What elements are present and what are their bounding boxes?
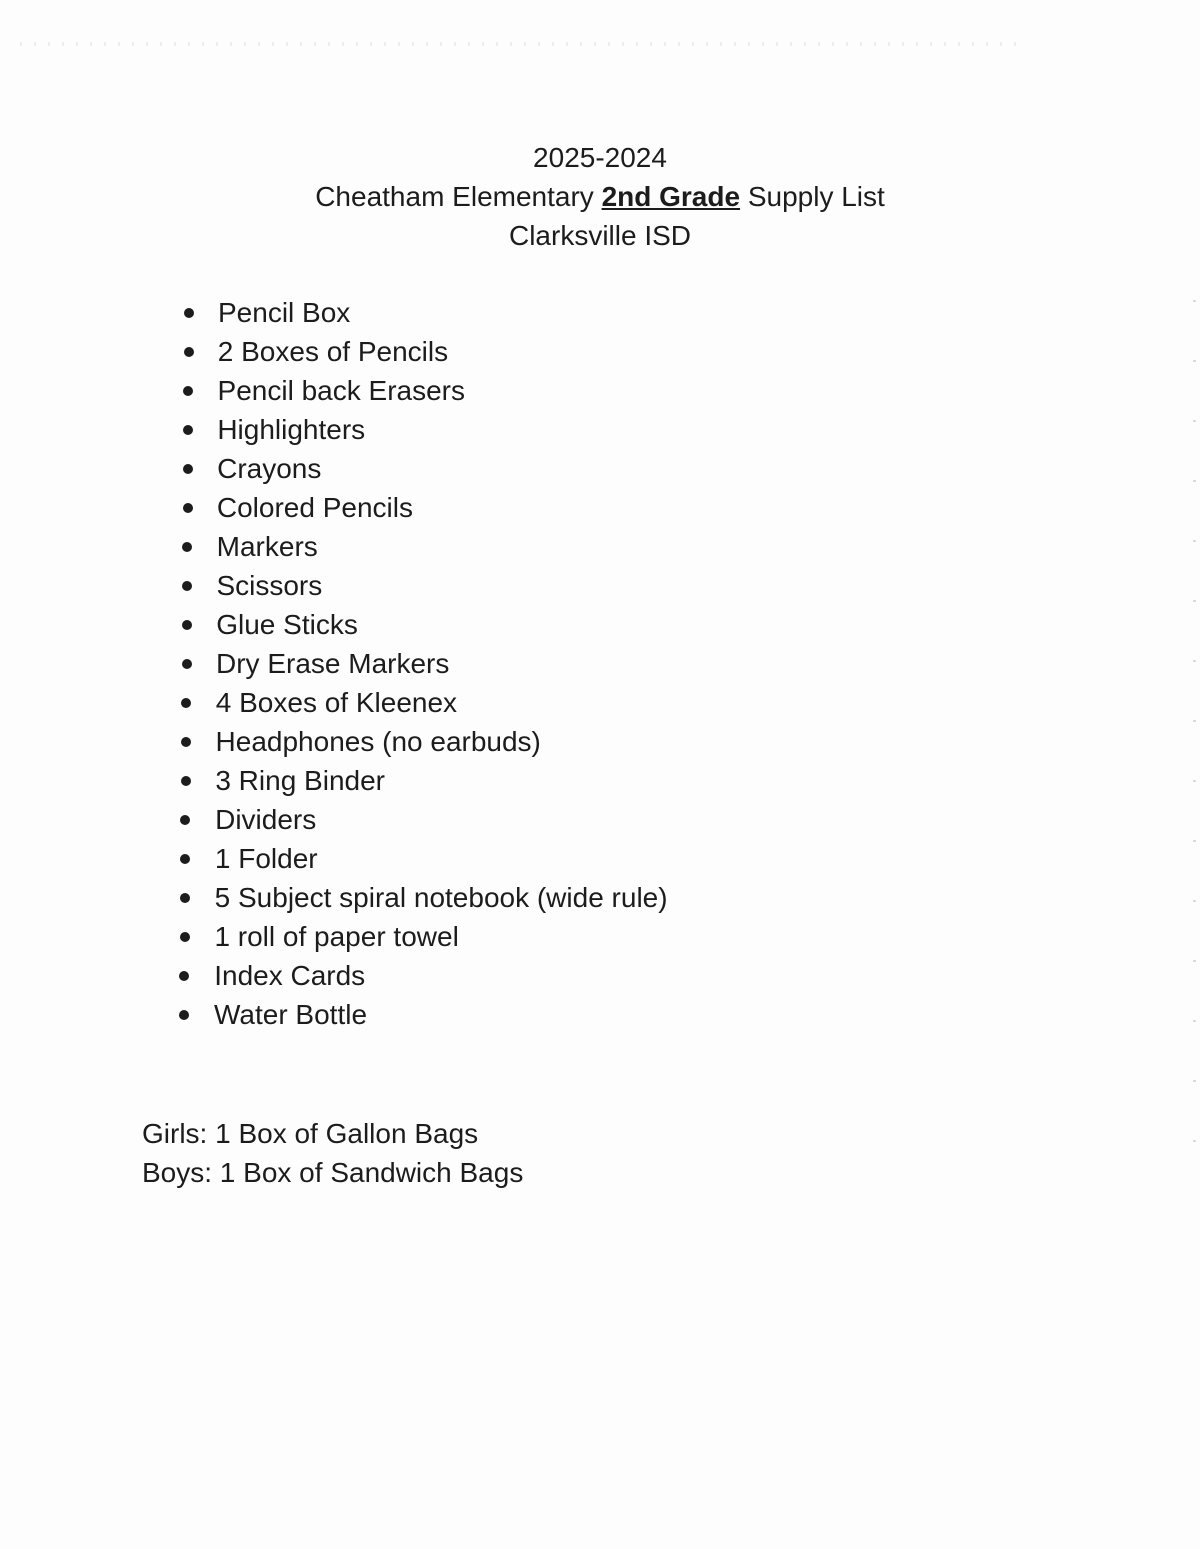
bullet-icon	[180, 932, 190, 942]
bullet-icon	[180, 854, 190, 864]
bullet-icon	[183, 464, 193, 474]
list-item-label: 1 Folder	[214, 843, 318, 874]
bullet-icon	[181, 698, 191, 708]
list-item-label: 3 Ring Binder	[215, 765, 385, 796]
list-item-label: Colored Pencils	[216, 492, 413, 523]
district-name: Clarksville ISD	[508, 220, 692, 251]
list-item-label: 1 roll of paper towel	[214, 921, 459, 952]
scan-noise-top	[20, 42, 1020, 46]
bullet-icon	[179, 971, 189, 981]
list-item-label: 4 Boxes of Kleenex	[215, 687, 458, 718]
bullet-icon	[184, 347, 194, 357]
list-item-label: Crayons	[217, 453, 322, 484]
list-item-label: Dry Erase Markers	[216, 648, 450, 679]
bullet-icon	[183, 386, 193, 396]
list-item-label: Dividers	[215, 804, 317, 835]
bullet-icon	[183, 425, 193, 435]
bullet-icon	[183, 503, 193, 513]
bullet-icon	[180, 893, 190, 903]
list-item-label: Water Bottle	[214, 999, 368, 1030]
bullet-icon	[181, 776, 191, 786]
girls-supply: Girls: 1 Box of Gallon Bags	[142, 1118, 479, 1149]
title-prefix: Cheatham Elementary	[315, 181, 602, 212]
school-year: 2025-2024	[533, 142, 667, 173]
bullet-icon	[182, 620, 192, 630]
list-item-label: Glue Sticks	[216, 609, 358, 640]
bullet-icon	[182, 659, 192, 669]
scan-noise-right	[1193, 300, 1196, 1200]
list-item-label: 5 Subject spiral notebook (wide rule)	[214, 882, 668, 913]
grade-label: 2nd Grade	[601, 181, 741, 212]
list-item-label: Scissors	[216, 570, 323, 601]
bullet-icon	[180, 815, 190, 825]
title-suffix: Supply List	[740, 181, 885, 212]
bullet-icon	[182, 542, 192, 552]
boys-supply: Boys: 1 Box of Sandwich Bags	[142, 1157, 524, 1188]
gender-specific-supplies	[142, 1114, 523, 1192]
bullet-icon	[182, 581, 192, 591]
list-item-label: Pencil back Erasers	[217, 375, 465, 406]
bullet-icon	[184, 308, 194, 318]
list-item-label: Markers	[216, 531, 318, 562]
page-title	[0, 177, 1200, 216]
list-item-label: 2 Boxes of Pencils	[217, 336, 449, 367]
list-item-label: Pencil Box	[218, 297, 351, 328]
bullet-icon	[179, 1010, 189, 1020]
list-item-label: Highlighters	[217, 414, 366, 445]
page-header	[0, 138, 1200, 255]
list-item-label: Index Cards	[214, 960, 366, 991]
list-item-label: Headphones (no earbuds)	[215, 726, 541, 757]
bullet-icon	[181, 737, 191, 747]
